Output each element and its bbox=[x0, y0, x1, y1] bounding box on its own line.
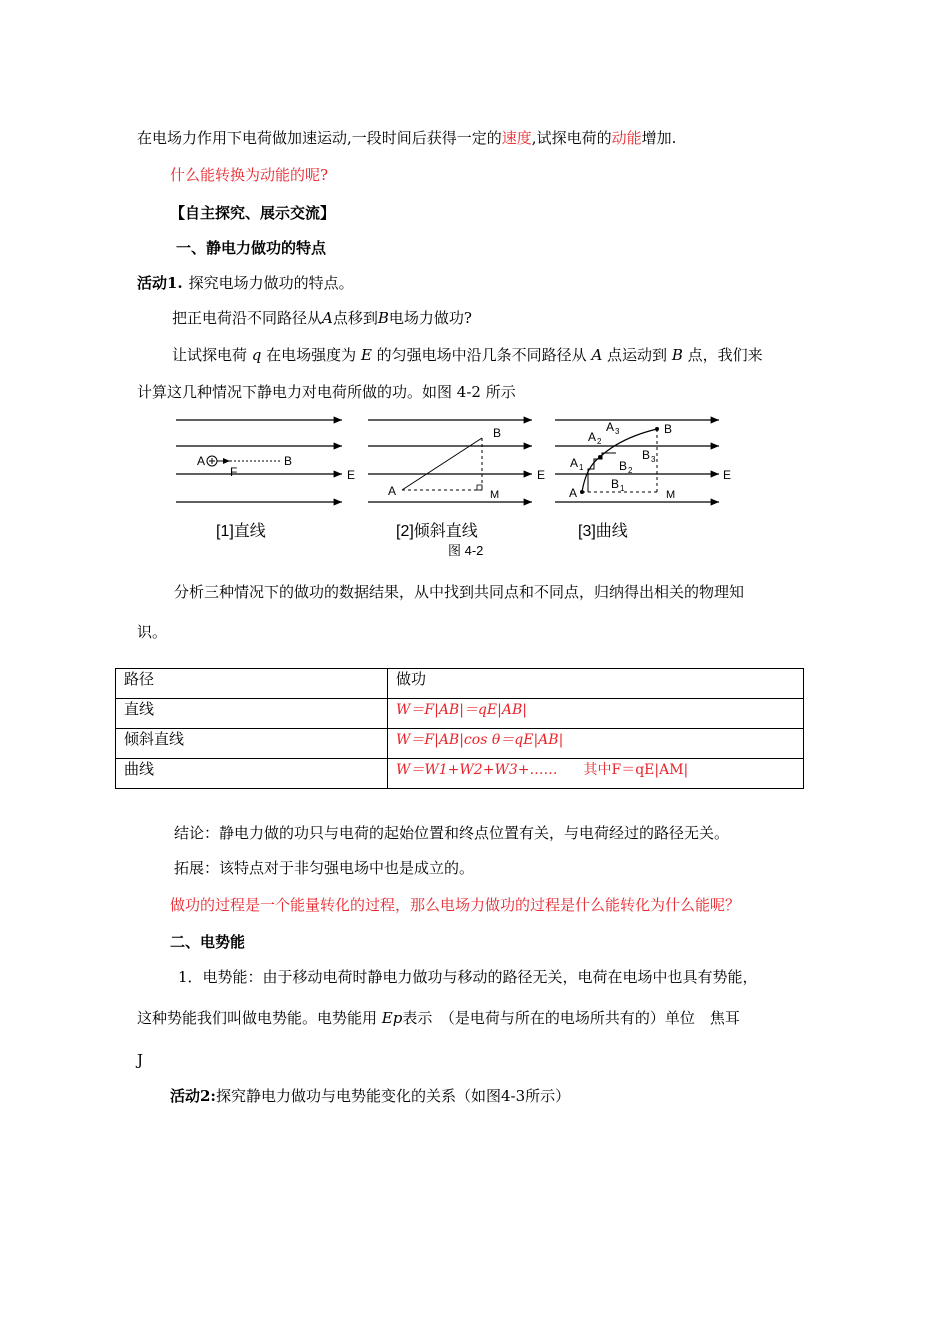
table-row bbox=[116, 699, 804, 729]
svg-text:3: 3 bbox=[651, 455, 656, 464]
d2-label-M: M bbox=[490, 489, 500, 501]
d3-label-A1: A bbox=[570, 456, 579, 470]
intro-question: 什么能转换为动能的呢? bbox=[170, 166, 329, 184]
d3-label-B2: B bbox=[619, 459, 628, 473]
table-cell-path: 倾斜直线 bbox=[116, 729, 388, 759]
speed-term: 速度 bbox=[501, 129, 532, 147]
svg-text:3: 3 bbox=[615, 427, 620, 436]
d3-label-A: A bbox=[569, 486, 578, 500]
diagram-straight-line bbox=[176, 420, 355, 540]
table-row bbox=[116, 729, 804, 759]
d3-label-B3: B bbox=[642, 448, 651, 462]
table-header-path: 路径 bbox=[116, 669, 388, 699]
table-cell-work: W＝W1+W2+W3+…… 其中F＝qE|AM| bbox=[388, 759, 804, 789]
diagram-inclined-line bbox=[368, 420, 545, 540]
table-cell-path: 直线 bbox=[116, 699, 388, 729]
table-cell-work: W＝F|AB|cos θ＝qE|AB| bbox=[388, 729, 804, 759]
part1-heading: 一、静电力做功的特点 bbox=[176, 239, 327, 257]
section-heading: 【自主探究、展示交流】 bbox=[170, 204, 336, 222]
activity2: 活动2:探究静电力做功与电势能变化的关系（如图4-3所示） bbox=[170, 1087, 571, 1105]
table-row bbox=[116, 759, 804, 789]
d1-label-F: F bbox=[230, 465, 238, 479]
part2-heading: 二、电势能 bbox=[170, 933, 246, 951]
extension: 拓展：该特点对于非匀强电场中也是成立的。 bbox=[174, 859, 475, 877]
d3-label-A3: A bbox=[606, 420, 615, 434]
kinetic-energy-term: 动能 bbox=[611, 129, 642, 147]
figure-4-2 bbox=[170, 412, 740, 562]
analysis-line1: 分析三种情况下的做功的数据结果，从中找到共同点和不同点，归纳得出相关的物理知 bbox=[174, 583, 745, 601]
table-cell-work: W＝F|AB|＝qE|AB| bbox=[388, 699, 804, 729]
d1-caption: [1]直线 bbox=[216, 523, 266, 540]
potential-energy-definition-line2: 这种势能我们叫做电势能。电势能用 Ep表示 （是电荷与所在的电场所共有的）单位 焦耳 bbox=[137, 1009, 740, 1027]
figure-caption: 图 4-2 bbox=[448, 543, 484, 558]
conclusion: 结论：静电力做的功只与电荷的起始位置和终点位置有关，与电荷经过的路径无关。 bbox=[174, 824, 730, 842]
activity1-question: 把正电荷沿不同路径从A点移到B电场力做功? bbox=[172, 309, 472, 327]
d1-label-E: E bbox=[347, 468, 356, 482]
svg-text:1: 1 bbox=[620, 484, 625, 493]
analysis-line2: 识。 bbox=[137, 623, 168, 641]
d3-label-M: M bbox=[666, 489, 676, 501]
potential-energy-definition: 1．电势能：由于移动电荷时静电力做功与移动的路径无关，电荷在电场中也具有势能， bbox=[178, 968, 758, 986]
d3-caption: [3]曲线 bbox=[578, 523, 628, 540]
d3-label-B: B bbox=[664, 422, 673, 436]
d2-label-A: A bbox=[388, 484, 397, 498]
svg-text:1: 1 bbox=[579, 463, 584, 472]
d3-label-B1: B bbox=[611, 477, 620, 491]
d1-label-A: A bbox=[197, 454, 206, 468]
unit-symbol: J bbox=[137, 1051, 144, 1069]
svg-text:2: 2 bbox=[628, 466, 633, 475]
d3-label-A2: A bbox=[588, 430, 597, 444]
activity1-paragraph-line2: 计算这几种情况下静电力对电荷所做的功。如图 4-2 所示 bbox=[137, 383, 516, 401]
activity1-paragraph: 让试探电荷 q 在电场强度为 E 的匀强电场中沿几条不同路径从 A 点运动到 B 点，我们来 bbox=[172, 346, 763, 364]
d2-caption: [2]倾斜直线 bbox=[396, 523, 478, 540]
activity1: 活动1. 探究电场力做功的特点。 bbox=[137, 274, 354, 292]
table-header-row bbox=[116, 669, 804, 699]
table-cell-path: 曲线 bbox=[116, 759, 388, 789]
table-header-work: 做功 bbox=[388, 669, 804, 699]
work-table bbox=[115, 668, 804, 789]
intro-paragraph: 在电场力作用下电荷做加速运动,一段时间后获得一定的速度,试探电荷的动能增加. bbox=[137, 129, 677, 147]
diagram-curve bbox=[555, 420, 731, 540]
d1-label-B: B bbox=[284, 454, 293, 468]
d2-label-E: E bbox=[537, 468, 546, 482]
question-energy-conversion: 做功的过程是一个能量转化的过程，那么电场力做功的过程是什么能转化为什么能呢？ bbox=[170, 896, 741, 914]
d3-label-E: E bbox=[723, 468, 732, 482]
d2-label-B: B bbox=[493, 426, 502, 440]
svg-text:2: 2 bbox=[597, 437, 602, 446]
